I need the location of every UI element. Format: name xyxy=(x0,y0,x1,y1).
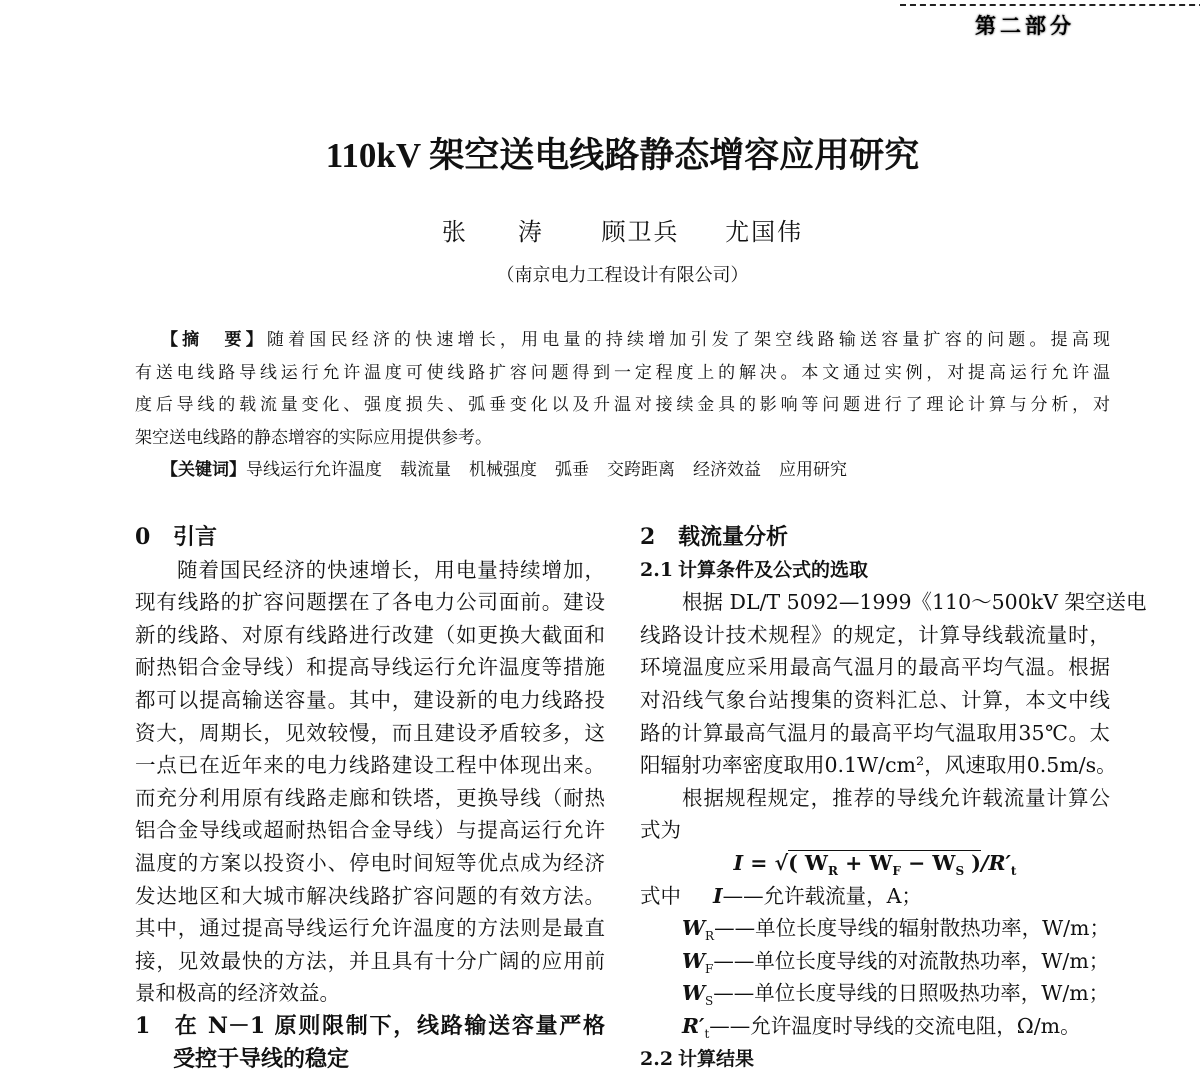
radicand: ( $W_R + W_F - W_S$ ) xyxy=(788,850,981,875)
subsection-heading xyxy=(640,554,1110,587)
paragraph-first-line xyxy=(640,782,1110,815)
author: 张 涛 xyxy=(442,218,556,246)
keyword: 载流量 xyxy=(400,460,451,480)
subscript: R xyxy=(828,864,838,878)
line-text: 路的计算最高气温月的最高平均气温取用35℃。太 xyxy=(640,721,1110,745)
keyword: 经济效益 xyxy=(693,460,761,480)
radical-sign: √ xyxy=(775,851,788,875)
formula-lhs: I = xyxy=(734,851,775,875)
definition-line xyxy=(640,880,1110,913)
body-line xyxy=(640,814,1110,847)
body-line xyxy=(135,717,605,750)
header-dotted-rule xyxy=(900,4,1200,6)
section-number: 2 xyxy=(640,521,678,554)
body-line xyxy=(135,684,605,717)
abstract-line xyxy=(135,324,1110,357)
line-text: 景和极高的经济效益。 xyxy=(135,981,340,1005)
abstract-label: 【摘 要】 xyxy=(161,330,267,350)
body-line xyxy=(135,945,605,978)
affiliation: （南京电力工程设计有限公司） xyxy=(0,261,1200,287)
body-line xyxy=(640,684,1110,717)
body-line xyxy=(135,749,605,782)
formula-tail: /R′ xyxy=(981,851,1011,875)
body-line xyxy=(640,717,1110,750)
line-text: 对沿线气象台站搜集的资料汇总、计算，本文中线 xyxy=(640,688,1110,712)
line-text: 计算结果 xyxy=(678,1048,754,1070)
keyword: 机械强度 xyxy=(469,460,537,480)
subscript: t xyxy=(1011,864,1017,878)
line-text: 温度的方案以投资小、停电时间短等优点成为经济 xyxy=(135,851,605,875)
abstract xyxy=(135,324,1110,487)
formula xyxy=(640,847,1110,880)
definition-line xyxy=(640,945,1110,978)
line-text: 载流量分析 xyxy=(678,524,788,550)
line-text: 受控于导线的稳定 xyxy=(173,1046,349,1072)
keyword: 导线运行允许温度 xyxy=(246,460,382,480)
section-number: 2.1 xyxy=(640,554,678,587)
line-text: 资大，周期长，见效较慢，而且建设矛盾较多，这 xyxy=(135,721,605,745)
body-line xyxy=(135,912,605,945)
line-text: 根据 DL/T 5092—1999《110～500kV 架空送电 xyxy=(682,590,1147,614)
paper-title: 110kV 架空送电线路静态增容应用研究 xyxy=(0,128,1200,178)
symbol: W xyxy=(682,912,705,945)
definition-text: ——单位长度导线的日照吸热功率，W/m； xyxy=(713,981,1109,1005)
body-line xyxy=(640,749,1110,782)
paragraph-first-line xyxy=(135,554,605,587)
body-line xyxy=(135,586,605,619)
abstract-line: 度后导线的载流量变化、强度损失、弧垂变化以及升温对接续金具的影响等问题进行了理论计算与分析，对 xyxy=(135,389,1110,422)
body-line xyxy=(135,814,605,847)
subscript: S xyxy=(955,864,964,878)
abstract-text: 随着国民经济的快速增长，用电量的持续增加引发了架空线路输送容量扩容的问题。提高现 xyxy=(267,330,1110,350)
definition-line xyxy=(640,977,1110,1010)
subsection-heading xyxy=(640,1043,1110,1075)
left-column xyxy=(135,521,605,1075)
symbol: W xyxy=(805,851,828,875)
definition-text: ——允许温度时导线的交流电阻，Ω/m。 xyxy=(709,1014,1080,1038)
where-label: 式中 xyxy=(640,884,681,908)
line-text: 随着国民经济的快速增长，用电量持续增加， xyxy=(177,558,605,582)
subscript: F xyxy=(892,864,901,878)
line-text: 线路设计技术规程》的规定，计算导线载流量时， xyxy=(640,623,1110,647)
body-line xyxy=(135,619,605,652)
line-text: 引言 xyxy=(173,524,217,550)
body-line xyxy=(135,880,605,913)
subscript: F xyxy=(705,962,713,976)
line-text: 一点已在近年来的电力线路建设工程中体现出来。 xyxy=(135,753,605,777)
section-number: 0 xyxy=(135,521,173,554)
subscript: t xyxy=(704,1027,709,1041)
line-text: 新的线路、对原有线路进行改建（如更换大截面和 xyxy=(135,623,605,647)
symbol: W xyxy=(682,977,705,1010)
authors xyxy=(0,212,1200,247)
body-line xyxy=(135,651,605,684)
keywords-label: 【关键词】 xyxy=(161,460,246,480)
symbol: W xyxy=(932,851,955,875)
line-text: 式为 xyxy=(640,818,681,842)
section-mark: 第二部分 xyxy=(975,10,1075,40)
abstract-line: 架空送电线路的静态增容的实际应用提供参考。 xyxy=(135,422,1110,455)
section-heading xyxy=(640,521,1110,554)
line-text: 其中，通过提高导线运行允许温度的方法则是最直 xyxy=(135,916,605,940)
symbol: I xyxy=(713,880,723,913)
section-heading xyxy=(135,1010,605,1043)
author: 顾卫兵 xyxy=(602,218,680,246)
keywords xyxy=(135,454,1110,487)
line-text: 而充分利用原有线路走廊和铁塔，更换导线（耐热 xyxy=(135,786,605,810)
definition-line xyxy=(640,1010,1110,1043)
author: 尤国伟 xyxy=(725,218,803,246)
right-column xyxy=(640,521,1110,1075)
line-text: 都可以提高输送容量。其中，建设新的电力线路投 xyxy=(135,688,605,712)
line-text: 铝合金导线或超耐热铝合金导线）与提高运行允许 xyxy=(135,818,605,842)
keyword: 弧垂 xyxy=(555,460,589,480)
abstract-line: 有送电线路导线运行允许温度可使线路扩容问题得到一定程度上的解决。本文通过实例，对提高运行允许温 xyxy=(135,357,1110,390)
body-line xyxy=(640,651,1110,684)
line-text: 计算条件及公式的选取 xyxy=(678,559,868,581)
symbol: R′ xyxy=(682,1010,704,1043)
body-line xyxy=(135,847,605,880)
section-number: 2.2 xyxy=(640,1043,678,1075)
definition-line xyxy=(640,912,1110,945)
body-line xyxy=(135,782,605,815)
line-text: 阳辐射功率密度取用0.1W/cm²，风速取用0.5m/s。 xyxy=(640,753,1117,777)
definitions xyxy=(640,880,1110,1043)
definition-text: ——允许载流量，A； xyxy=(723,884,922,908)
keyword: 应用研究 xyxy=(779,460,847,480)
line-text: 发达地区和大城市解决线路扩容问题的有效方法。 xyxy=(135,884,605,908)
line-text: 环境温度应采用最高气温月的最高平均气温。根据 xyxy=(640,655,1110,679)
line-text: 接，见效最快的方法，并且具有十分广阔的应用前 xyxy=(135,949,605,973)
symbol: W xyxy=(869,851,892,875)
section-heading xyxy=(135,521,605,554)
definition-text: ——单位长度导线的辐射散热功率，W/m； xyxy=(714,916,1110,940)
line-text: 根据规程规定，推荐的导线允许载流量计算公 xyxy=(682,786,1110,810)
definition-text: ——单位长度导线的对流散热功率，W/m； xyxy=(713,949,1109,973)
line-text: 在 N－1 原则限制下，线路输送容量严格 xyxy=(173,1013,605,1039)
subscript: R xyxy=(705,929,714,943)
line-text: 现有线路的扩容问题摆在了各电力公司面前。建设 xyxy=(135,590,605,614)
symbol: W xyxy=(682,945,705,978)
section-heading xyxy=(135,1043,605,1075)
line-text: 耐热铝合金导线）和提高导线运行允许温度等措施 xyxy=(135,655,605,679)
paragraph-first-line xyxy=(640,586,1110,619)
body-line xyxy=(640,619,1110,652)
keyword: 交跨距离 xyxy=(607,460,675,480)
section-number: 1 xyxy=(135,1010,173,1043)
body-line xyxy=(135,977,605,1010)
subscript: S xyxy=(705,994,713,1008)
